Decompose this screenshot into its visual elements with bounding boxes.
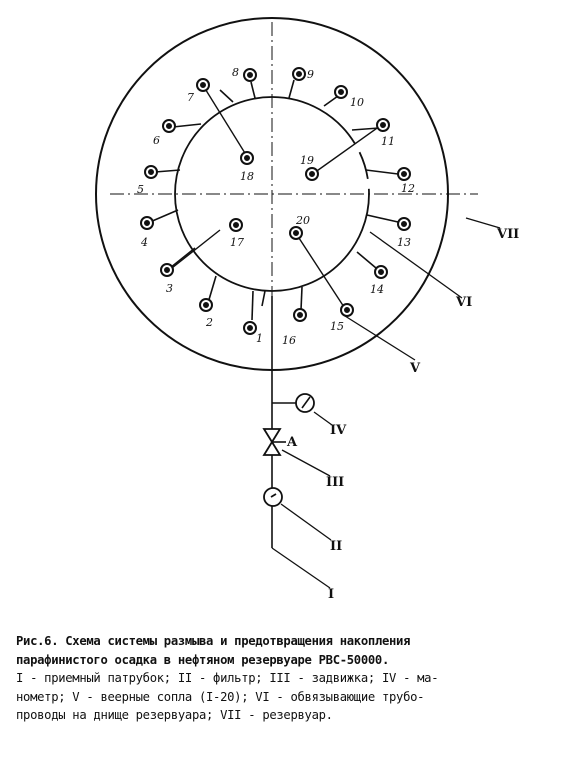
caption-line-3: I - приемный патрубок; II - фильтр; III - задвижка; IV - ма- (16, 671, 439, 686)
label-I: I (328, 587, 335, 600)
label-VII: VII (497, 227, 520, 242)
caption-line-1: Рис.6. Схема системы размыва и предотвращения накопления (16, 634, 411, 648)
filter (264, 488, 282, 506)
nozzle-number-16: 16 (282, 334, 296, 347)
nozzle-number-9: 9 (307, 68, 314, 81)
nozzle-number-19: 19 (300, 154, 314, 167)
nozzle-20 (290, 227, 302, 239)
nozzle-13 (398, 218, 410, 230)
label-VI: VI (456, 295, 473, 310)
label-V: V (410, 361, 421, 376)
nozzle-10 (335, 86, 347, 98)
nozzle-11 (377, 119, 389, 131)
nozzle-12 (398, 168, 410, 180)
nozzle-number-4: 4 (141, 236, 148, 249)
nozzle-number-7: 7 (187, 91, 194, 104)
nozzle-1 (244, 322, 256, 334)
label-IV: IV (330, 423, 347, 438)
nozzle-number-1: 1 (256, 332, 263, 345)
nozzle-2 (200, 299, 212, 311)
nozzle-number-8: 8 (232, 66, 239, 79)
nozzle-number-15: 15 (330, 320, 344, 333)
nozzle-number-3: 3 (166, 282, 173, 295)
nozzle-number-13: 13 (397, 236, 411, 249)
nozzle-numbers (137, 66, 415, 347)
nozzle-16 (294, 309, 306, 321)
nozzle-15 (341, 304, 353, 316)
inner-feeds (172, 87, 380, 307)
caption-line-2: парафинистого осадка в нефтяном резервуаре РВС-50000. (16, 652, 389, 667)
nozzle-number-20: 20 (296, 214, 310, 227)
nozzle-5 (145, 166, 157, 178)
nozzle-number-14: 14 (370, 283, 384, 296)
nozzle-3 (161, 264, 173, 276)
figure-caption (16, 632, 568, 725)
label-II: II (330, 539, 343, 554)
nozzle-8 (244, 69, 256, 81)
nozzle-number-10: 10 (350, 96, 364, 109)
nozzle-7 (197, 79, 209, 91)
nozzle-number-2: 2 (206, 316, 213, 329)
caption-line-4: нометр; V - веерные сопла (I-20); VI - обвязывающие трубо- (16, 689, 425, 704)
nozzle-number-6: 6 (153, 134, 160, 147)
nozzle-17 (230, 219, 242, 231)
nozzle-19 (306, 168, 318, 180)
label-III: III (326, 475, 345, 490)
component-labels (326, 227, 519, 600)
nozzle-number-17: 17 (230, 236, 244, 249)
nozzle-number-12: 12 (401, 182, 415, 195)
nozzle-6 (163, 120, 175, 132)
nozzle-4 (141, 217, 153, 229)
caption-line-5: проводы на днище резервуара; VII - резервуар. (16, 708, 333, 723)
nozzle-14 (375, 266, 387, 278)
nozzle-9 (293, 68, 305, 80)
nozzle-number-18: 18 (240, 170, 254, 183)
valve-label: A (287, 435, 298, 450)
nozzle-number-5: 5 (137, 183, 144, 196)
nozzle-18 (241, 152, 253, 164)
nozzle-risers (150, 80, 398, 320)
nozzle-number-11: 11 (381, 135, 395, 148)
